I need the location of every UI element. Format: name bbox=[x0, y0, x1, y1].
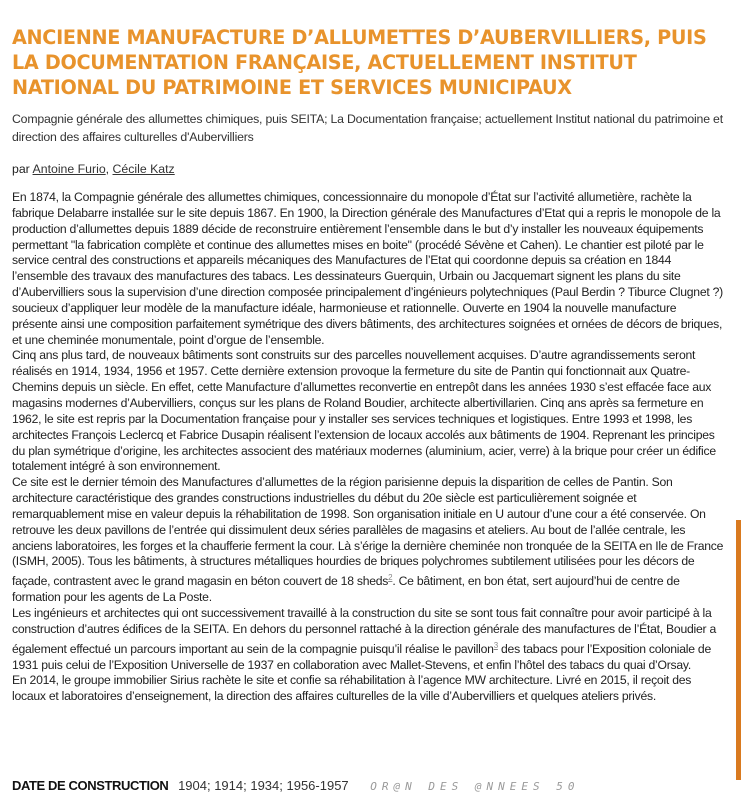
paragraph-text: des tabacs pour l’Exposition coloniale de 1931 puis celui de l’Exposition Universelle de 1937 en collaboration avec Mallet-Stevens, et enfin l’hôtel des tabacs du quai d’Orsay. bbox=[12, 641, 711, 672]
paragraph-rehabilitation: En 2014, le groupe immobilier Sirius rachète le site et confie sa réhabilitation à l’agence MW architecture. Livré en 2015, il reçoit des locaux et laboratoires d’enseignement, la direction des affaires culturelles de la ville d’Aubervilliers et quelques ateliers privés. bbox=[12, 673, 692, 704]
paragraph-text: . Ce bâtiment, en bon état, sert aujourd’hui de centre de formation pour les agents de La Poste. bbox=[12, 574, 680, 605]
watermark-text: OR@N DES @NNEES 50 bbox=[370, 780, 580, 793]
footnote-ref-2[interactable]: 2 bbox=[388, 573, 393, 583]
author-prefix: par bbox=[12, 162, 30, 176]
paragraph-text: Ce site est le dernier témoin des Manufactures d’allumettes de la région parisienne depuis la disparition de celles de Pantin. Son architecture caractéristique des grandes constructions industrielles du début du 20e siècle est particulièrement soignée et remarquablement mise en valeur depuis la réhabilitation de 1998. Son organisation initiale en U autour d’une cour a été conservée. On retrouve les deux pavillons de l’entrée qui dissimulent deux séries parallèles de magasins et ateliers. Au bout de l’allée centrale, les anciens laboratoires, les forges et la chaufferie ferment la cour. Là s’érige la dernière cheminée non tronquée de la SEITA en Ile de France (ISMH, 2005). Tous les bâtiments, à structures métalliques hourdies de briques polychromes subtilement utilisées pour les décors de façade, contrastent avec le grand magasin en béton couvert de 18 sheds bbox=[12, 475, 724, 589]
paragraph-history: En 1874, la Compagnie générale des allumettes chimiques, concessionnaire du monopole d’État sur l’activité allumetière, rachète la fabrique Delabarre installée sur le site depuis 1867. En 1900, la Direction générale des Manufactures d’Etat qui a repris le monopole de la production d’allumettes depuis 1889 décide de reconstruire entièrement l’ensemble dans le but d’y installer les nouveaux équipements permettant "la fabrication complète et continue des allumettes mises en boite" (procédé Sévène et Cahen). Le chantier est piloté par le service central des constructions et appareils mécaniques des Manufactures de l’Etat qui coordonne depuis sa création en 1844 l’ensemble des travaux des manufactures des tabacs. Les dessinateurs Guerquin, Urbain ou Jacquemart signent les plans du site d’Aubervilliers sous la supervision d’une direction composée principalement d’ingénieurs polytechniques (Paul Berdin ? Tiburce Clugnet ?) soucieux d’appliquer leur modèle de la manufacture idéale, harmonieuse et rationnelle. Ouverte en 1904 la nouvelle manufacture présente ainsi une composition parfaitement symétrique des divers bâtiments, des architectures soignées et ornées de décors de briques, et une cheminée monumentale, point d’orgue de l’ensemble. bbox=[12, 190, 723, 347]
date-label: DATE DE CONSTRUCTION bbox=[12, 778, 169, 793]
page-title: ANCIENNE MANUFACTURE D’ALLUMETTES D’AUBERVILLIERS, PUIS LA DOCUMENTATION FRANÇAISE, ACTUELLEMENT INSTITUT NATIONAL DU PATRIMOINE ET SERVICES MUNICIPAUX bbox=[12, 25, 707, 99]
paragraph-architecture bbox=[12, 475, 724, 606]
subtitle: Compagnie générale des allumettes chimiques, puis SEITA; La Documentation française; actuellement Institut national du patrimoine et direction des affaires culturelles d'Aubervilliers bbox=[12, 112, 723, 144]
author-link-2[interactable]: Cécile Katz bbox=[112, 162, 175, 176]
author-link-1[interactable]: Antoine Furio bbox=[32, 162, 106, 176]
footnote-ref-3[interactable]: 3 bbox=[493, 640, 498, 650]
author-line bbox=[12, 160, 175, 178]
accent-bar bbox=[736, 520, 741, 780]
date-value: 1904; 1914; 1934; 1956-1957 bbox=[178, 778, 349, 793]
paragraph-architects bbox=[12, 606, 724, 673]
paragraph-extensions: Cinq ans plus tard, de nouveaux bâtiments sont construits sur des parcelles nouvellement acquises. D’autre agrandissements seront réalisés en 1914, 1934, 1956 et 1957. Cette dernière extension provoque la fermeture du site de Pantin qui fonctionnait aux Quatre-Chemins depuis un siècle. En effet, cette Manufacture d’allumettes reconvertie en entrepôt dans les années 1930 s’est effacée face aux magasins modernes d’Aubervilliers, conçus sur les plans de Roland Boudier, architecte albertivillarien. Cinq ans après sa fermeture en 1962, le site est repris par la Documentation française pour y installer ses services techniques et logistiques. Entre 1993 et 1998, les architectes François Leclercq et Fabrice Dusapin réalisent l’extension de locaux accolés aux bâtiments de 1904. Reprenant les principes du plan symétrique d’origine, les architectes associent des matériaux modernes (aluminium, acier, verre) à la brique pour créer un édifice totalement intégré à son environnement. bbox=[12, 348, 716, 474]
construction-date-row bbox=[12, 776, 732, 796]
article-body bbox=[12, 190, 724, 705]
author-separator: , bbox=[105, 162, 113, 176]
paragraph-text: Les ingénieurs et architectes qui ont successivement travaillé à la construction du site se sont tous fait connaître pour avoir participé à la construction d’autres édifices de la SEITA. En dehors du personnel rattaché à la direction générale des manufactures de l’État, Boudier a également effectué un parcours important au sein de la compagnie puisqu’il réalise le pavillon bbox=[12, 606, 716, 656]
